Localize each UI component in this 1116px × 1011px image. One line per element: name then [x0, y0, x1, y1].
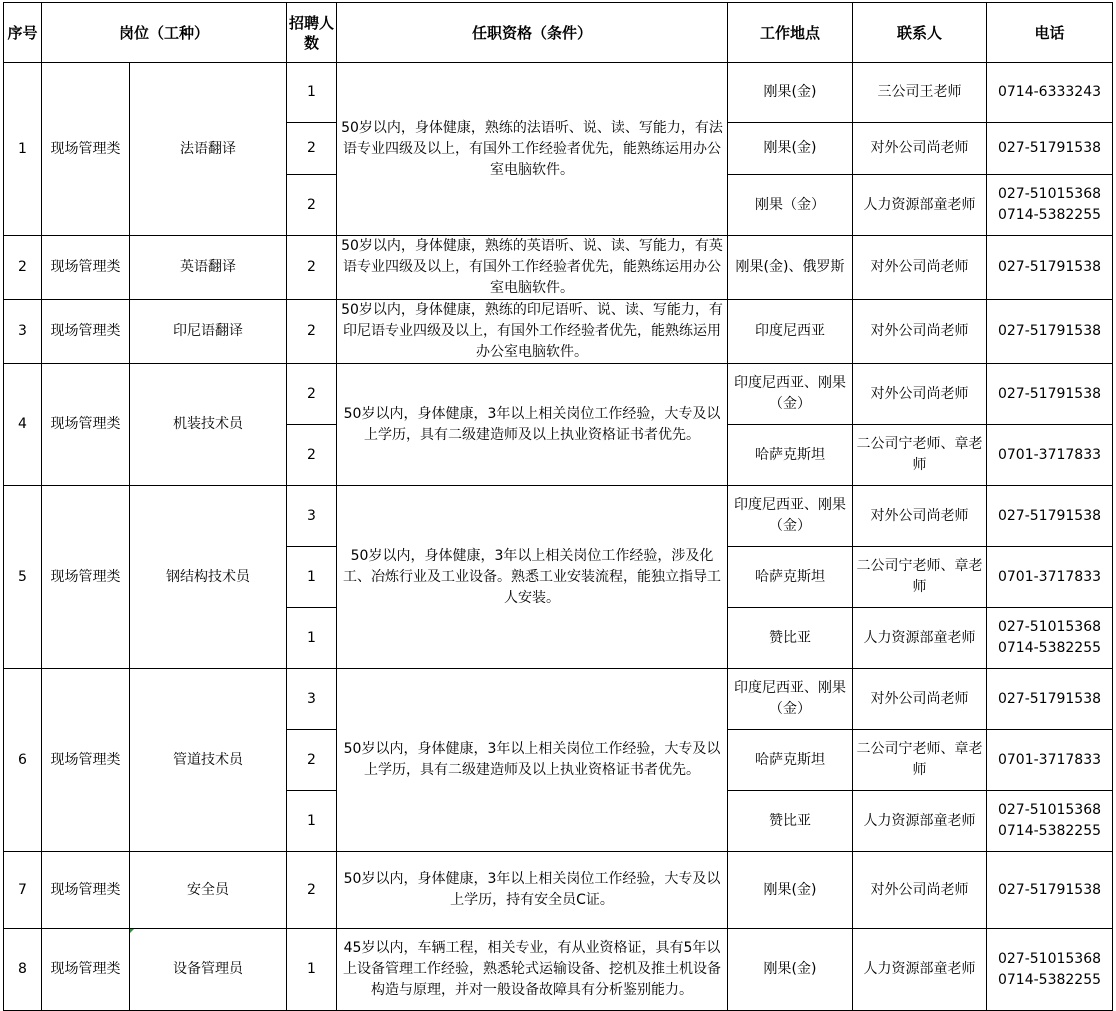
row-qualification: 50岁以内，身体健康，熟练的印尼语听、说、读、写能力，有印尼语专业四级及以上，有国外工作经验者优先，能熟练运用办公室电脑软件。	[337, 300, 728, 364]
row-seq: 1	[4, 63, 42, 236]
phone-line: 027-51015368	[997, 186, 1102, 202]
row-location: 赞比亚	[728, 791, 853, 852]
recruitment-table	[3, 2, 1113, 1011]
row-phone	[987, 300, 1113, 364]
row-count: 2	[287, 425, 337, 486]
row-phone	[987, 547, 1113, 608]
row-phone	[987, 669, 1113, 730]
phone-line: 027-51015368	[997, 619, 1102, 635]
row-seq: 6	[4, 669, 42, 852]
header-row	[4, 3, 1113, 63]
phone-line: 0714-5382255	[997, 971, 1102, 988]
row-contact: 人力资源部童老师	[853, 608, 987, 669]
phone-line: 027-51791538	[997, 507, 1102, 524]
phone-line: 0714-5382255	[997, 640, 1102, 656]
row-title-text: 设备管理员	[173, 961, 243, 977]
row-contact: 二公司宁老师、章老师	[853, 425, 987, 486]
row-location: 刚果(金)	[728, 123, 853, 175]
row-category: 现场管理类	[42, 236, 130, 300]
table-row	[4, 236, 1113, 300]
row-title: 钢结构技术员	[130, 486, 287, 669]
row-location: 哈萨克斯坦	[728, 547, 853, 608]
phone-line: 027-51791538	[997, 140, 1102, 156]
row-count: 2	[287, 364, 337, 425]
row-qualification: 50岁以内，身体健康，3年以上相关岗位工作经验，大专及以上学历，具有二级建造师及以上执业资格证书者优先。	[337, 669, 728, 852]
row-contact: 人力资源部童老师	[853, 175, 987, 236]
row-location: 哈萨克斯坦	[728, 425, 853, 486]
row-phone	[987, 236, 1113, 300]
comment-indicator-icon	[130, 929, 134, 933]
row-phone	[987, 364, 1113, 425]
row-phone	[987, 791, 1113, 852]
table-row	[4, 852, 1113, 929]
phone-line: 0701-3717833	[997, 751, 1102, 768]
row-seq: 4	[4, 364, 42, 486]
row-title: 英语翻译	[130, 236, 287, 300]
row-seq: 5	[4, 486, 42, 669]
row-count: 2	[287, 123, 337, 175]
row-contact: 对外公司尚老师	[853, 669, 987, 730]
row-phone	[987, 123, 1113, 175]
row-qualification: 45岁以内，车辆工程，相关专业，有从业资格证，具有5年以上设备管理工作经验，熟悉轮式运输设备、挖机及推土机设备构造与原理，并对一般设备故障具有分析鉴别能力。	[337, 929, 728, 1011]
row-location: 赞比亚	[728, 608, 853, 669]
row-title	[130, 929, 287, 1011]
row-location: 印度尼西亚、刚果（金）	[728, 669, 853, 730]
row-qualification: 50岁以内，身体健康，3年以上相关岗位工作经验，大专及以上学历，持有安全员C证。	[337, 852, 728, 929]
row-location: 刚果（金）	[728, 175, 853, 236]
row-contact: 对外公司尚老师	[853, 300, 987, 364]
row-seq: 8	[4, 929, 42, 1011]
row-phone	[987, 852, 1113, 929]
row-seq: 3	[4, 300, 42, 364]
row-contact: 人力资源部童老师	[853, 929, 987, 1011]
row-count: 1	[287, 63, 337, 123]
row-title: 管道技术员	[130, 669, 287, 852]
phone-line: 0714-5382255	[997, 207, 1102, 223]
row-count: 1	[287, 547, 337, 608]
row-category: 现场管理类	[42, 486, 130, 669]
row-location: 刚果(金)	[728, 852, 853, 929]
phone-line: 027-51015368	[997, 950, 1102, 967]
row-title: 印尼语翻译	[130, 300, 287, 364]
row-count: 2	[287, 236, 337, 300]
row-seq: 2	[4, 236, 42, 300]
row-title: 机装技术员	[130, 364, 287, 486]
row-location: 刚果(金)、俄罗斯	[728, 236, 853, 300]
header-contact: 联系人	[853, 3, 987, 63]
row-seq: 7	[4, 852, 42, 929]
row-count: 2	[287, 730, 337, 791]
row-phone	[987, 929, 1113, 1011]
phone-line: 0714-6333243	[997, 84, 1102, 100]
phone-line: 027-51015368	[997, 802, 1102, 818]
table-row	[4, 929, 1113, 1011]
header-phone: 电话	[987, 3, 1113, 63]
header-count: 招聘人数	[287, 3, 337, 63]
row-location: 印度尼西亚	[728, 300, 853, 364]
row-phone	[987, 425, 1113, 486]
table-row	[4, 669, 1113, 730]
phone-line: 027-51791538	[997, 881, 1102, 898]
row-contact: 三公司王老师	[853, 63, 987, 123]
row-contact: 对外公司尚老师	[853, 364, 987, 425]
row-phone	[987, 730, 1113, 791]
phone-line: 0714-5382255	[997, 823, 1102, 839]
phone-line: 0701-3717833	[997, 446, 1102, 463]
phone-line: 027-51791538	[997, 385, 1102, 402]
row-category: 现场管理类	[42, 364, 130, 486]
row-qualification: 50岁以内，身体健康，熟练的法语听、说、读、写能力，有法语专业四级及以上，有国外工作经验者优先，能熟练运用办公室电脑软件。	[337, 63, 728, 236]
row-category: 现场管理类	[42, 669, 130, 852]
table-row	[4, 300, 1113, 364]
row-qualification: 50岁以内，身体健康，3年以上相关岗位工作经验，大专及以上学历，具有二级建造师及以上执业资格证书者优先。	[337, 364, 728, 486]
header-location: 工作地点	[728, 3, 853, 63]
row-location: 哈萨克斯坦	[728, 730, 853, 791]
row-phone	[987, 486, 1113, 547]
header-position: 岗位（工种）	[42, 3, 287, 63]
row-count: 2	[287, 852, 337, 929]
row-count: 1	[287, 608, 337, 669]
row-contact: 人力资源部童老师	[853, 791, 987, 852]
row-location: 刚果(金)	[728, 63, 853, 123]
row-location: 印度尼西亚、刚果（金）	[728, 364, 853, 425]
table-row	[4, 486, 1113, 547]
row-count: 3	[287, 669, 337, 730]
row-category: 现场管理类	[42, 300, 130, 364]
row-title: 安全员	[130, 852, 287, 929]
row-qualification: 50岁以内，身体健康，熟练的英语听、说、读、写能力，有英语专业四级及以上，有国外工作经验者优先，能熟练运用办公室电脑软件。	[337, 236, 728, 300]
header-qualification: 任职资格（条件）	[337, 3, 728, 63]
phone-line: 027-51791538	[997, 690, 1102, 707]
row-phone	[987, 608, 1113, 669]
row-location: 印度尼西亚、刚果（金）	[728, 486, 853, 547]
row-category: 现场管理类	[42, 929, 130, 1011]
row-contact: 对外公司尚老师	[853, 486, 987, 547]
row-count: 3	[287, 486, 337, 547]
row-title: 法语翻译	[130, 63, 287, 236]
table-row	[4, 364, 1113, 425]
row-contact: 二公司宁老师、章老师	[853, 730, 987, 791]
header-seq: 序号	[4, 3, 42, 63]
row-count: 1	[287, 791, 337, 852]
row-contact: 二公司宁老师、章老师	[853, 547, 987, 608]
row-category: 现场管理类	[42, 63, 130, 236]
row-category: 现场管理类	[42, 852, 130, 929]
row-contact: 对外公司尚老师	[853, 852, 987, 929]
row-count: 2	[287, 175, 337, 236]
row-location: 刚果(金)	[728, 929, 853, 1011]
row-phone	[987, 63, 1113, 123]
row-phone	[987, 175, 1113, 236]
phone-line: 027-51791538	[997, 259, 1102, 275]
row-count: 2	[287, 300, 337, 364]
phone-line: 027-51791538	[997, 323, 1102, 339]
row-contact: 对外公司尚老师	[853, 123, 987, 175]
row-qualification: 50岁以内，身体健康，3年以上相关岗位工作经验，涉及化工、冶炼行业及工业设备。熟悉工业安装流程，能独立指导工人安装。	[337, 486, 728, 669]
row-count: 1	[287, 929, 337, 1011]
row-contact: 对外公司尚老师	[853, 236, 987, 300]
table-row	[4, 63, 1113, 123]
phone-line: 0701-3717833	[997, 568, 1102, 585]
